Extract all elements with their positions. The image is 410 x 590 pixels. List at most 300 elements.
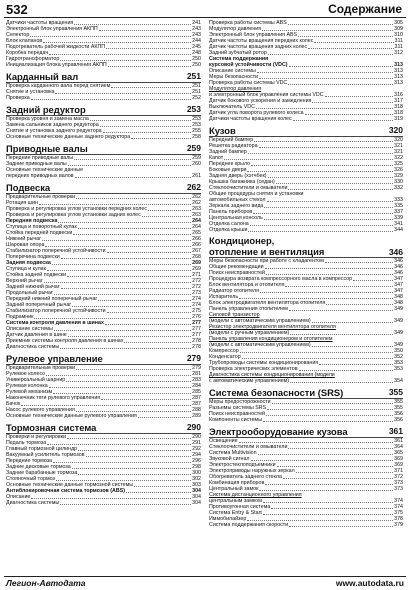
toc-entry-page: 311 bbox=[394, 38, 403, 44]
dot-leader bbox=[276, 183, 393, 184]
toc-entry-page: 332 bbox=[394, 185, 403, 191]
dot-leader bbox=[45, 246, 191, 247]
toc-entry-title: Боковые двери bbox=[209, 167, 247, 173]
toc-entry-title: Проверка работы системы VDC bbox=[209, 80, 288, 86]
dot-leader bbox=[312, 346, 393, 347]
dot-leader bbox=[67, 276, 191, 277]
dot-leader bbox=[55, 93, 191, 94]
toc-entry-page: 353 bbox=[394, 366, 403, 372]
toc-entry-title: Верхний рычаг bbox=[6, 278, 43, 284]
toc-entry-title: Проверка уровня и замена масла bbox=[6, 116, 89, 122]
dot-leader bbox=[259, 490, 393, 491]
toc-entry-page: 348 bbox=[394, 300, 403, 306]
section-title: Тормозная система bbox=[6, 422, 97, 433]
toc-entry-page: 276 bbox=[192, 314, 201, 320]
toc-entry-page: 304 bbox=[192, 494, 201, 500]
toc-entry-page: 274 bbox=[192, 296, 201, 302]
toc-entry-page: 310 bbox=[394, 32, 403, 38]
toc-entry-page: 279 bbox=[192, 365, 201, 371]
toc-entry-page: 322 bbox=[394, 155, 403, 161]
dot-leader bbox=[312, 322, 393, 323]
dot-leader bbox=[56, 480, 191, 481]
toc-entry-title: Иммобилайзер bbox=[209, 516, 247, 522]
toc-entry-title: Гидротрансформатор bbox=[6, 56, 60, 62]
dot-leader bbox=[288, 24, 393, 25]
dot-leader bbox=[72, 468, 191, 469]
toc-section-heading bbox=[6, 104, 201, 116]
toc-entry-title: передних приводных валов bbox=[6, 173, 74, 179]
dot-leader bbox=[106, 48, 191, 49]
toc-entry-title: Подогреватель рабочей жидкости АКПП bbox=[6, 44, 106, 50]
toc-section-heading bbox=[6, 71, 201, 83]
dot-leader bbox=[101, 399, 191, 400]
toc-entry-page: 269 bbox=[192, 260, 201, 266]
toc-entry-title: Стабилизатор поперечной устойчивости bbox=[6, 308, 106, 314]
toc-entry-title: Вакуумный усилитель тормозов bbox=[6, 452, 85, 458]
dot-leader bbox=[268, 177, 394, 178]
toc-entry-title: Система поддержания скорости bbox=[209, 522, 289, 528]
toc-entry-title: Поперечина подвески bbox=[6, 254, 60, 260]
dot-leader bbox=[285, 286, 393, 287]
toc-entry-title: Предварительные проверки bbox=[6, 194, 76, 200]
toc-entry-page: 241 bbox=[192, 20, 201, 26]
dot-leader bbox=[53, 462, 191, 463]
toc-entry-title: Система Entry & Start bbox=[209, 510, 262, 516]
toc-entry-page: 373 bbox=[394, 486, 403, 492]
dot-leader bbox=[90, 120, 191, 121]
toc-entry-page: 281 bbox=[192, 371, 201, 377]
dot-leader bbox=[298, 36, 393, 37]
toc-entry-title: Освещение bbox=[209, 438, 238, 444]
dot-leader bbox=[251, 165, 393, 166]
dot-leader bbox=[68, 165, 191, 166]
toc-entry-title: и электронный блок управления системы VDC bbox=[209, 92, 324, 98]
toc-entry-title: Стеклоочистители и омыватели bbox=[209, 185, 288, 191]
toc-entry-title: Основные технические данные рулевого управления bbox=[6, 413, 137, 419]
toc-entry-page: 289 bbox=[192, 413, 201, 419]
toc-entry-title: Капот bbox=[209, 155, 224, 161]
toc-entry-title: Передние тормоза bbox=[6, 458, 53, 464]
toc-entry-page: 275 bbox=[192, 308, 201, 314]
toc-entry-title: Панель управления кондиционером и отопителем bbox=[209, 336, 333, 342]
dot-leader bbox=[142, 216, 191, 217]
dot-leader bbox=[111, 87, 191, 88]
dot-leader bbox=[264, 219, 393, 220]
toc-entry-title: Поиск неисправностей bbox=[209, 270, 265, 276]
dot-leader bbox=[325, 262, 393, 263]
toc-entry-page: 288 bbox=[192, 407, 201, 413]
toc-entry-page: 273 bbox=[192, 290, 201, 296]
toc-entry-page: 263 bbox=[192, 206, 201, 212]
dot-leader bbox=[326, 304, 393, 305]
toc-entry-title: Силовой транзистор bbox=[209, 312, 260, 318]
dot-leader bbox=[272, 403, 394, 404]
toc-entry-title: Основные технические данные тормозной системы bbox=[6, 482, 134, 488]
toc-entry-title: Проверка работы системы ABS bbox=[209, 20, 287, 26]
toc-entry-page: 313 bbox=[394, 62, 403, 68]
dot-leader bbox=[131, 138, 191, 139]
toc-entry-page: 326 bbox=[394, 167, 403, 173]
toc-entry-page: 259 bbox=[192, 155, 201, 161]
toc-entry-page: 271 bbox=[192, 272, 201, 278]
toc-entry-title: Конденсатор bbox=[209, 354, 241, 360]
dot-leader bbox=[46, 375, 191, 376]
dot-leader bbox=[67, 438, 191, 439]
toc-entry-page: 337 bbox=[394, 209, 403, 215]
toc-entry-title: Задний нижний рычаг bbox=[6, 284, 60, 290]
toc-entry-title: Система Multivision bbox=[209, 450, 257, 456]
dot-leader bbox=[250, 225, 393, 226]
dot-leader bbox=[319, 364, 393, 365]
dot-leader bbox=[289, 66, 394, 67]
dot-leader bbox=[75, 177, 192, 178]
toc-entry-page: 379 bbox=[394, 522, 403, 528]
toc-entry-page: 319 bbox=[394, 116, 403, 122]
section-page: 320 bbox=[388, 125, 403, 135]
toc-entry-title: Датчики частоты вращения колес bbox=[209, 116, 292, 122]
section-page: 361 bbox=[388, 426, 403, 436]
section-title: Электрооборудование кузова bbox=[209, 426, 348, 437]
page-number: 532 bbox=[6, 2, 28, 17]
toc-entry-title: центральным замком bbox=[209, 498, 262, 504]
toc-entry-page: 361 bbox=[394, 438, 403, 444]
dot-leader bbox=[283, 478, 393, 479]
dot-leader bbox=[72, 306, 191, 307]
toc-entry-page: 290 bbox=[192, 434, 201, 440]
dot-leader bbox=[108, 66, 191, 67]
dot-leader bbox=[312, 102, 393, 103]
dot-leader bbox=[39, 204, 191, 205]
toc-entry bbox=[6, 134, 201, 140]
toc-entry-page: 349 bbox=[394, 306, 403, 312]
toc-entry-page: 305 bbox=[394, 20, 403, 26]
toc-entry-page: 272 bbox=[192, 278, 201, 284]
toc-entry-title: Общие рекомендации bbox=[209, 264, 264, 270]
toc-entry-title: Резистор электродвигателя вентилятора отопителя bbox=[209, 324, 336, 330]
dot-leader bbox=[290, 382, 393, 383]
toc-entry-page: 347 bbox=[394, 288, 403, 294]
toc-section-heading bbox=[209, 387, 403, 399]
publisher-name: Легион-Автодата bbox=[6, 578, 86, 588]
dot-leader bbox=[248, 153, 393, 154]
dot-leader bbox=[30, 36, 191, 37]
toc-entry-title: Приемник системы контроля давления в шинах bbox=[6, 338, 124, 344]
dot-leader bbox=[60, 348, 191, 349]
toc-entry-title: Коробка передач bbox=[6, 50, 49, 56]
toc-entry-page: 267 bbox=[192, 248, 201, 254]
toc-entry-title: Звуковой сигнал bbox=[209, 456, 250, 462]
toc-entry-title: Замена сальников заднего редуктора bbox=[6, 122, 99, 128]
toc-entry-title: Стеклоочистители и омыватели bbox=[209, 444, 288, 450]
toc-entry-page: 268 bbox=[192, 254, 201, 260]
toc-entry-title: Передний нижний поперечный рычаг bbox=[6, 296, 98, 302]
dot-leader bbox=[288, 448, 393, 449]
toc-entry-page: 277 bbox=[192, 320, 201, 326]
toc-entry-title: автомобильных стекол bbox=[209, 197, 266, 203]
toc-entry-page: 262 bbox=[192, 200, 201, 206]
toc-entry-page: 339 bbox=[394, 215, 403, 221]
toc-entry-page: 269 bbox=[192, 266, 201, 272]
toc-entry-page: 320 bbox=[394, 137, 403, 143]
section-page: 259 bbox=[186, 143, 201, 153]
dot-leader bbox=[98, 300, 191, 301]
publisher-site: www.autodata.ru bbox=[335, 578, 404, 588]
toc-entry-title: Стойка задней подвески bbox=[6, 272, 67, 278]
toc-entry-page: 353 bbox=[394, 360, 403, 366]
toc-entry-title: Диагностика системы bbox=[6, 500, 60, 506]
toc-entry-title: Задний зубчатый ротор bbox=[209, 50, 267, 56]
toc-entry-title: Электронный блок управления АКПП bbox=[6, 26, 98, 32]
page-footer bbox=[4, 576, 406, 589]
section-page: 355 bbox=[388, 387, 403, 397]
toc-entry-title: Блок клапанов bbox=[6, 38, 43, 44]
toc-entry-page: 272 bbox=[192, 284, 201, 290]
dot-leader bbox=[43, 42, 191, 43]
toc-entry-page: 341 bbox=[394, 221, 403, 227]
toc-entry-page: 277 bbox=[192, 332, 201, 338]
toc-entry-title: Проверки и регулировки bbox=[6, 434, 66, 440]
dot-leader bbox=[289, 310, 393, 311]
toc-entry-title: Обогреватель заднего стекла bbox=[209, 474, 282, 480]
toc-entry-title: Общие процедуры снятия и установки bbox=[209, 191, 304, 197]
toc-entry-title: Шаровая опора bbox=[6, 242, 45, 248]
dot-leader bbox=[267, 409, 393, 410]
toc-entry-page: 303 bbox=[192, 482, 201, 488]
dot-leader bbox=[54, 294, 191, 295]
toc-entry-page: 304 bbox=[192, 488, 201, 494]
toc-entry-title: Универсальный шарнир bbox=[6, 377, 66, 383]
toc-entry-title: Отделка крыши bbox=[209, 227, 248, 233]
toc-entry-title: (модели с автоматическим управлением) bbox=[209, 342, 311, 348]
toc-entry-title: Центральная консоль bbox=[209, 215, 263, 221]
dot-leader bbox=[262, 30, 393, 31]
toc-entry-page: 251 bbox=[192, 89, 201, 95]
toc-entry-page: 292 bbox=[192, 446, 201, 452]
toc-entry-title: Зеркала заднего вида bbox=[209, 203, 264, 209]
section-page: 262 bbox=[186, 182, 201, 192]
toc-entry-page: 317 bbox=[394, 98, 403, 104]
toc-entry-page: 347 bbox=[394, 276, 403, 282]
toc-entry-title: Стойка передней подвески bbox=[6, 230, 73, 236]
toc-entry-title: Датчик угла поворота рулевого колеса bbox=[209, 110, 304, 116]
dot-leader bbox=[61, 258, 191, 259]
toc-entry-page: 284 bbox=[192, 383, 201, 389]
toc-entry-page: 287 bbox=[192, 401, 201, 407]
toc-entry-page: 253 bbox=[192, 122, 201, 128]
toc-entry-title: Селектор bbox=[6, 32, 30, 38]
toc-entry-page: 372 bbox=[394, 474, 403, 480]
toc-entry-title: Задний бампер bbox=[209, 149, 247, 155]
toc-entry-page: 312 bbox=[394, 50, 403, 56]
toc-entry-title: Ступица и кулак bbox=[6, 266, 46, 272]
toc-entry-title: Трубопроводы системы кондиционирования bbox=[209, 360, 319, 366]
toc-entry-page: 255 bbox=[192, 128, 201, 134]
toc-entry-page: 349 bbox=[394, 318, 403, 324]
toc-entry bbox=[6, 62, 201, 68]
dot-leader bbox=[61, 288, 191, 289]
toc-entry-page: 369 bbox=[394, 462, 403, 468]
toc-entry-page: 243 bbox=[192, 26, 201, 32]
toc-entry-title: Проверка электрических элементов bbox=[209, 366, 298, 372]
dot-leader bbox=[296, 472, 393, 473]
dot-leader bbox=[100, 126, 191, 127]
dot-leader bbox=[240, 352, 393, 353]
toc-entry-page: 364 bbox=[394, 444, 403, 450]
toc-entry-title: Блок электродвигателя вентилятора отопителя bbox=[209, 300, 326, 306]
toc-entry-page: 300 bbox=[192, 470, 201, 476]
toc-entry-page: 369 bbox=[394, 456, 403, 462]
toc-entry-page: 245 bbox=[192, 44, 201, 50]
dot-leader bbox=[314, 42, 393, 43]
toc-entry-page: 302 bbox=[192, 476, 201, 482]
toc-left-column bbox=[6, 20, 201, 506]
toc-entry-page: 316 bbox=[394, 92, 403, 98]
toc-entry-page: 294 bbox=[192, 452, 201, 458]
toc-entry-title: с автоматическим управлением) bbox=[209, 378, 290, 384]
toc-entry-page: 318 bbox=[394, 110, 403, 116]
toc-entry bbox=[6, 344, 201, 350]
toc-entry-title: Ступица и поворотный кулак bbox=[6, 224, 77, 230]
toc-entry-title: Модулятор давления bbox=[209, 26, 262, 32]
dot-leader bbox=[78, 474, 191, 475]
section-title: Приводные валы bbox=[6, 143, 88, 154]
toc-entry-page: 330 bbox=[394, 179, 403, 185]
toc-entry-page: 346 bbox=[394, 264, 403, 270]
toc-entry-page: 262 bbox=[192, 194, 201, 200]
toc-entry-page: 346 bbox=[394, 270, 403, 276]
toc-entry-page: 375 bbox=[394, 510, 403, 516]
toc-entry-page: 265 bbox=[192, 230, 201, 236]
section-page: 279 bbox=[186, 353, 201, 363]
toc-entry-title: Система поддержания bbox=[209, 56, 269, 62]
toc-entry-title: Выключатель VDC bbox=[209, 104, 255, 110]
dot-leader bbox=[264, 207, 393, 208]
dot-leader bbox=[78, 228, 191, 229]
toc-entry-title: Диагностика системы кондиционирования (модели bbox=[209, 372, 335, 378]
toc-entry-title: Рулевой механизм bbox=[6, 389, 53, 395]
toc-entry-title: Радиатор отопителя bbox=[209, 288, 259, 294]
toc-entry-title: Центральный замок bbox=[209, 486, 259, 492]
toc-entry-title: Ротация шин bbox=[6, 200, 38, 206]
toc-entry-page: 263 bbox=[192, 212, 201, 218]
toc-entry-title: Противоугонная система bbox=[209, 504, 271, 510]
dot-leader bbox=[353, 280, 393, 281]
toc-entry-title: Антиблокировочная система тормозов (ABS) bbox=[6, 488, 125, 494]
toc-entry-title: Диагностика системы bbox=[6, 344, 60, 350]
toc-entry-title: Задняя подвеска bbox=[6, 260, 51, 266]
dot-leader bbox=[68, 336, 191, 337]
dot-leader bbox=[277, 466, 394, 467]
toc-entry-title: Проверка карданного вала перед снятием bbox=[6, 83, 111, 89]
toc-entry-title: Наконечник тяги рулевого управления bbox=[6, 395, 101, 401]
toc-entry-title: Меры безопасности bbox=[209, 74, 259, 80]
dot-leader bbox=[308, 48, 393, 49]
toc-entry bbox=[209, 417, 403, 423]
toc-entry-page: 264 bbox=[192, 224, 201, 230]
toc-entry-page: 313 bbox=[394, 68, 403, 74]
toc-entry-page: 313 bbox=[394, 74, 403, 80]
toc-entry-title: Комбинация приборов bbox=[209, 480, 265, 486]
toc-entry bbox=[6, 500, 201, 506]
toc-entry-title: Нижний рычаг bbox=[6, 236, 42, 242]
toc-entry-page: 349 bbox=[394, 342, 403, 348]
toc-entry-page: 264 bbox=[192, 218, 201, 224]
toc-section-heading bbox=[6, 143, 201, 155]
toc-entry-page: 373 bbox=[394, 480, 403, 486]
toc-entry-title: Основные технические данные заднего редуктора bbox=[6, 134, 131, 140]
toc-entry-title: Решетка радиатора bbox=[209, 143, 258, 149]
toc-entry-title: Датчик бокового ускорения и замедления bbox=[209, 98, 312, 104]
toc-entry-title: Стояночный тормоз bbox=[6, 476, 55, 482]
dot-leader bbox=[265, 484, 393, 485]
section-title: Подвеска bbox=[6, 182, 51, 193]
toc-entry-title: Меры предосторожности bbox=[209, 399, 271, 405]
toc-section-heading bbox=[6, 422, 201, 434]
toc-entry-page: 374 bbox=[394, 504, 403, 510]
dot-leader bbox=[54, 330, 191, 331]
dot-leader bbox=[256, 108, 393, 109]
toc-right-column bbox=[209, 20, 403, 528]
toc-entry bbox=[209, 116, 403, 122]
toc-entry-title: Предварительные проверки bbox=[6, 365, 76, 371]
toc-entry-page: 378 bbox=[394, 516, 403, 522]
toc-entry-title: Рулевая колонка bbox=[6, 383, 48, 389]
dot-leader bbox=[254, 141, 393, 142]
dot-leader bbox=[325, 96, 394, 97]
toc-entry-title: Снятие и установка bbox=[6, 89, 55, 95]
toc-entry-page: 335 bbox=[394, 203, 403, 209]
toc-entry-page: 348 bbox=[394, 294, 403, 300]
toc-entry-page: 354 bbox=[394, 378, 403, 384]
dot-leader bbox=[76, 411, 191, 412]
toc-entry-title: Задний поперечный рычаг bbox=[6, 302, 72, 308]
toc-entry-page: 251 bbox=[192, 83, 201, 89]
dot-leader bbox=[124, 342, 191, 343]
toc-entry-page: 260 bbox=[192, 161, 201, 167]
dot-leader bbox=[49, 54, 191, 55]
section-title: Задний редуктор bbox=[6, 104, 86, 115]
page-title: Содержание bbox=[328, 2, 402, 16]
dot-leader bbox=[305, 114, 394, 115]
toc-entry bbox=[6, 413, 201, 419]
dot-leader bbox=[253, 213, 393, 214]
toc-entry-page: 266 bbox=[192, 242, 201, 248]
section-title: Рулевое управление bbox=[6, 353, 103, 364]
toc-entry-title: Испаритель bbox=[209, 294, 239, 300]
dot-leader bbox=[257, 72, 393, 73]
dot-leader bbox=[107, 252, 192, 253]
toc-entry-page: 356 bbox=[394, 417, 403, 423]
toc-entry-title: Система дистанционного управления bbox=[209, 492, 302, 498]
toc-entry-page: 356 bbox=[394, 411, 403, 417]
toc-entry-title: Блок вентилятора и отопителя bbox=[209, 282, 285, 288]
dot-leader bbox=[299, 370, 394, 371]
page-header bbox=[4, 2, 406, 18]
toc-entry-page: 274 bbox=[192, 302, 201, 308]
dot-leader bbox=[74, 159, 191, 160]
dot-leader bbox=[247, 171, 393, 172]
dot-leader bbox=[103, 132, 192, 133]
dot-leader bbox=[260, 292, 393, 293]
toc-entry-page: 325 bbox=[394, 161, 403, 167]
dot-leader bbox=[148, 210, 191, 211]
toc-section-heading bbox=[209, 125, 403, 137]
toc-entry-title: Электронный блок управления ABS bbox=[209, 32, 298, 38]
toc-entry-page: 278 bbox=[192, 344, 201, 350]
toc-entry-title: Поиск неисправностей bbox=[209, 411, 265, 417]
dot-leader bbox=[31, 99, 191, 100]
toc-entry-page: 350 bbox=[394, 348, 403, 354]
